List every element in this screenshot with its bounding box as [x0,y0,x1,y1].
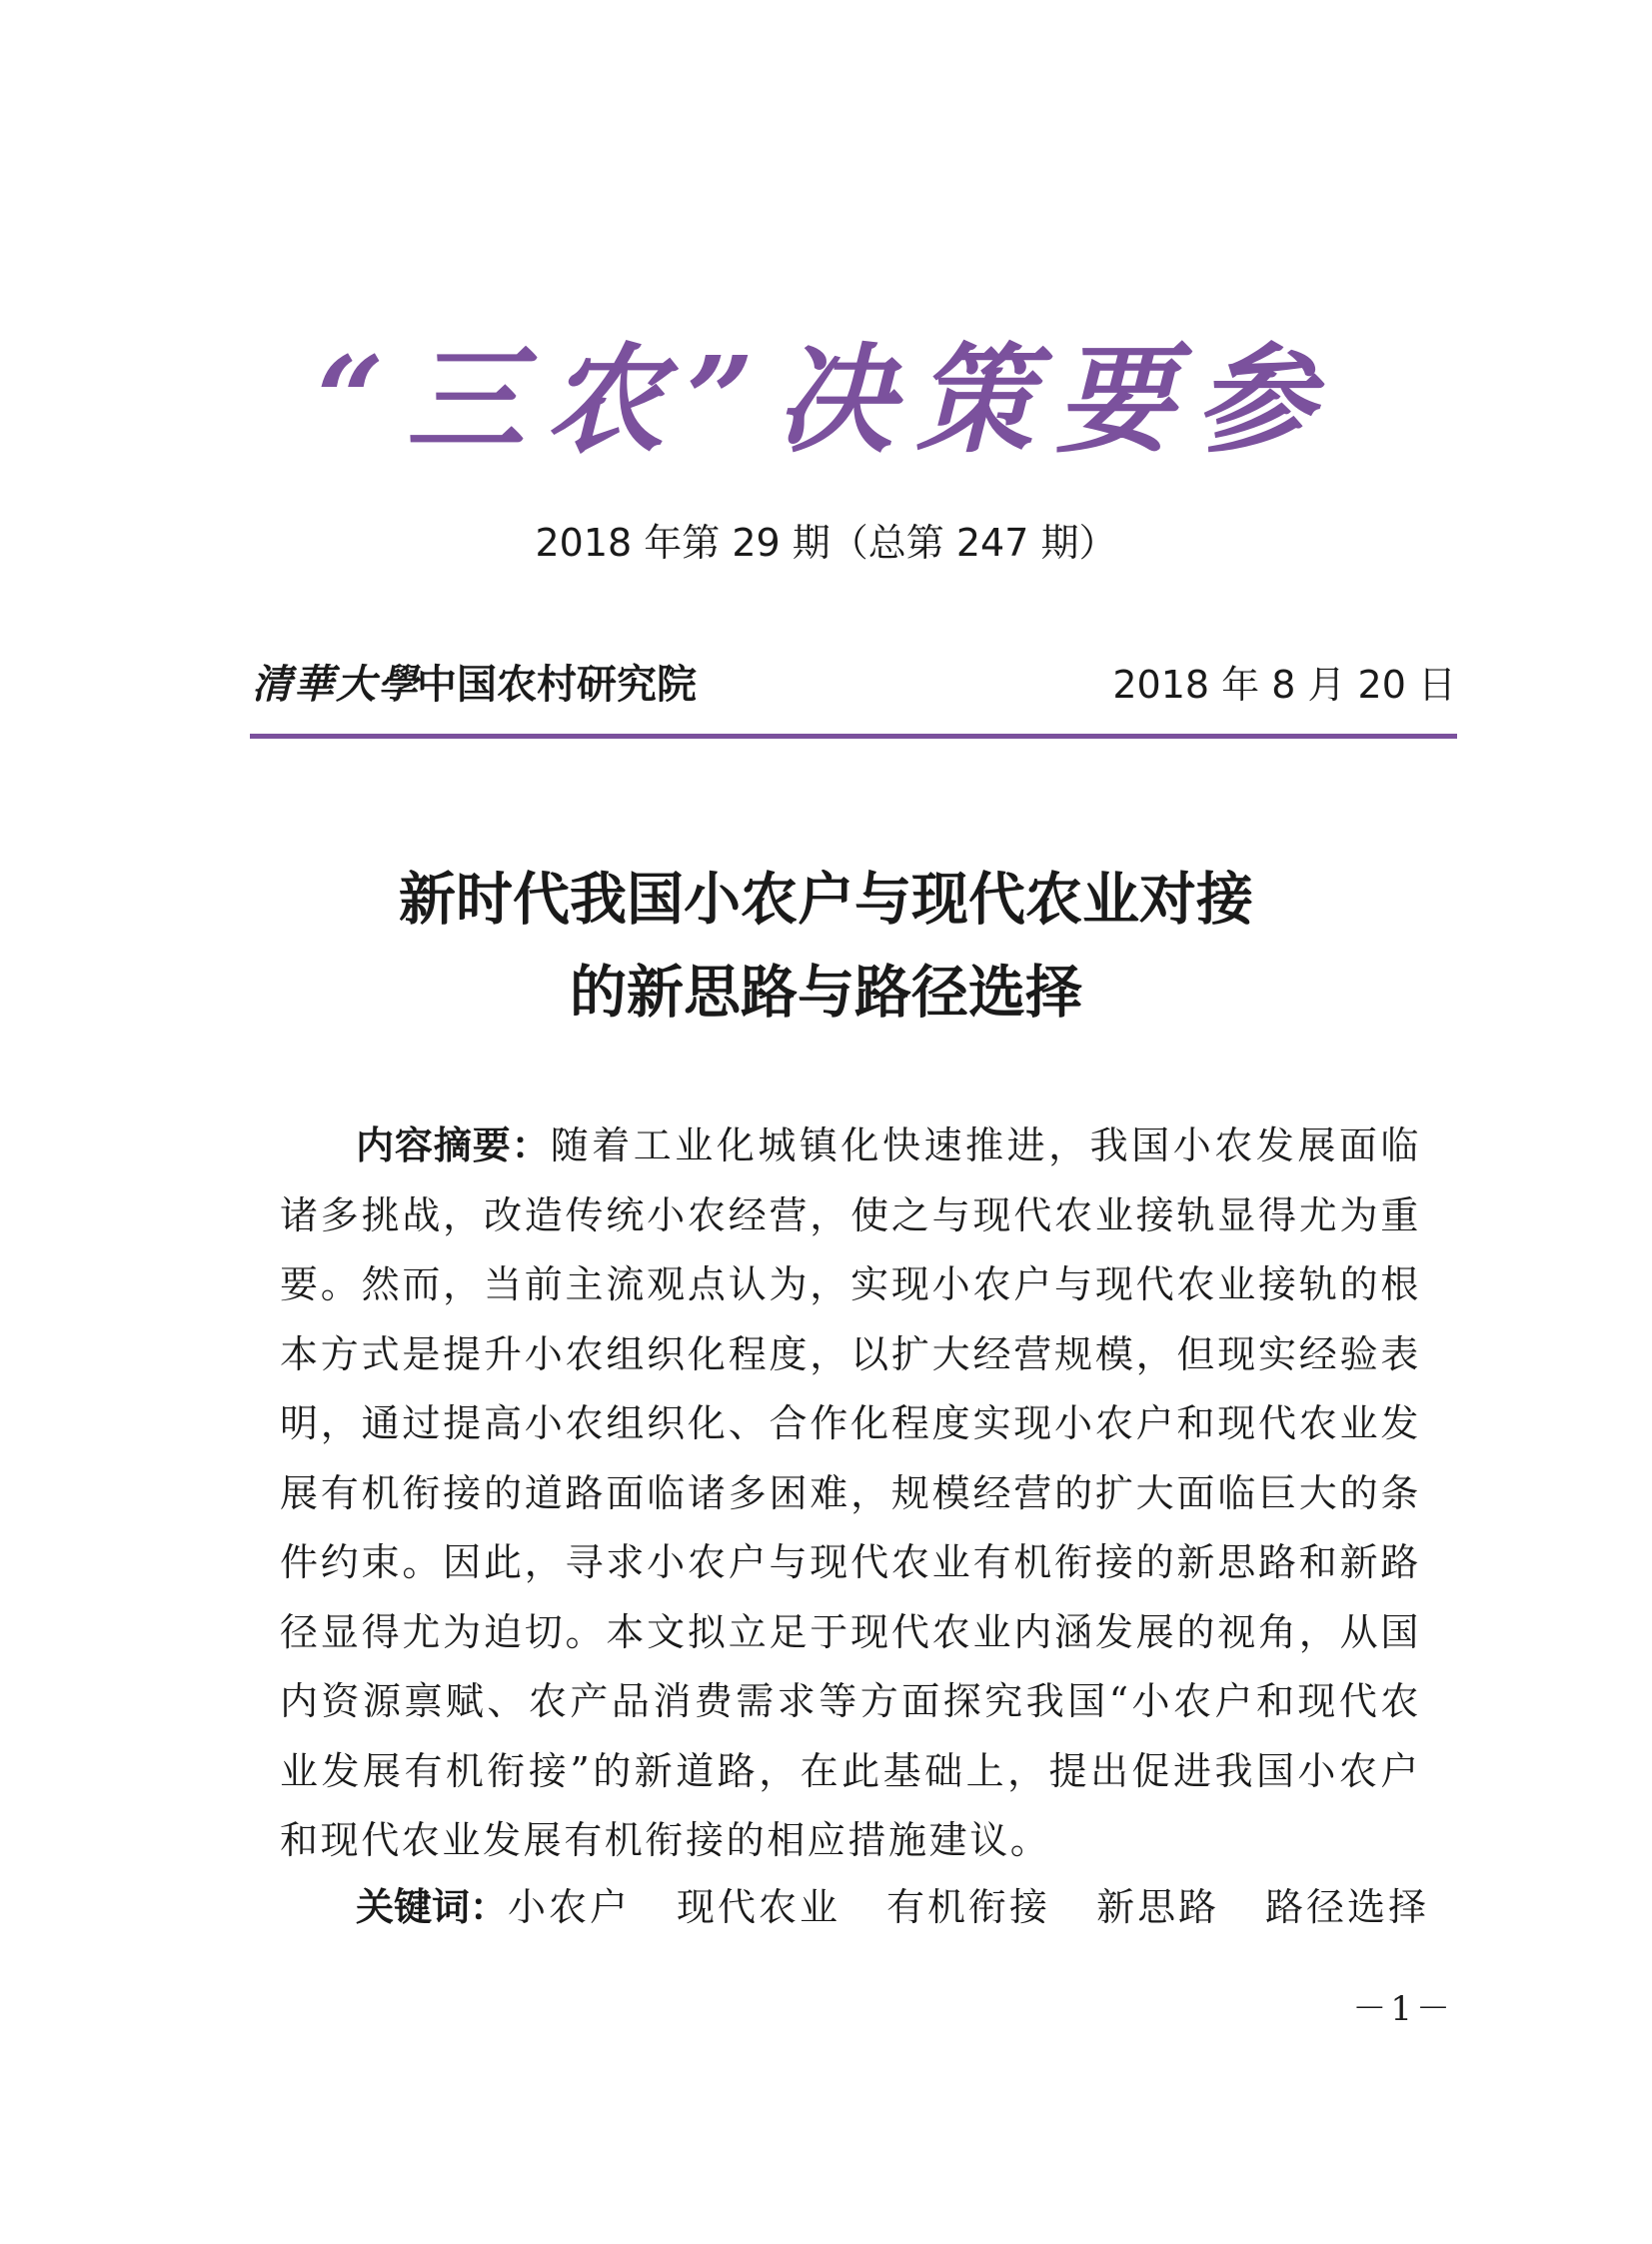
keyword-item: 有机衔接 [886,1885,1051,1929]
keyword-item: 小农户 [508,1885,632,1929]
institute-name: 中国农村研究院 [417,661,697,708]
page-number: －1－ [1352,1989,1454,2029]
issue-number: 2018 年第 29 期（总第 247 期） [535,521,1117,565]
abstract-label: 内容摘要： [356,1123,551,1167]
keyword-item: 新思路 [1096,1885,1220,1929]
keyword-item: 现代农业 [677,1885,841,1929]
publication-date: 2018 年 8 月 20 日 [1112,663,1456,707]
keywords-line [356,1877,1430,1937]
article-title-line-2: 的新思路与路径选择 [570,959,1082,1026]
keyword-item: 路径选择 [1265,1885,1430,1929]
article-title-line-1: 新时代我国小农户与现代农业对接 [399,866,1253,933]
publisher-header [252,655,1456,715]
header-divider [250,734,1457,739]
university-logo-text: 清華大學 [252,661,420,708]
abstract-text: 随着工业化城镇化快速推进，我国小农发展面临诸多挑战，改造传统小农经营，使之与现代农业接轨显得尤为重要。然而，当前主流观点认为，实现小农户与现代农业接轨的根本方式是提升小农组织化程度，以扩大经营规模，但现实经验表明，通过提高小农组织化、合作化程度实现小农户和现代农业发展有机衔接的道路面临诸多困难，规模经营的扩大面临巨大的条件约束。因此，寻求小农户与现代农业有机衔接的新思路和新路径显得尤为迫切。本文拟立足于现代农业内涵发展的视角，从国内资源禀赋、农产品消费需求等方面探究我国“小农户和现代农业发展有机衔接”的新道路，在此基础上，提出促进我国小农户和现代农业发展有机衔接的相应措施建议。 [280,1123,1421,1862]
keywords-label: 关键词： [356,1885,509,1929]
abstract-paragraph [280,1112,1421,1876]
masthead-title: “三农”决策要参 [316,330,1336,469]
